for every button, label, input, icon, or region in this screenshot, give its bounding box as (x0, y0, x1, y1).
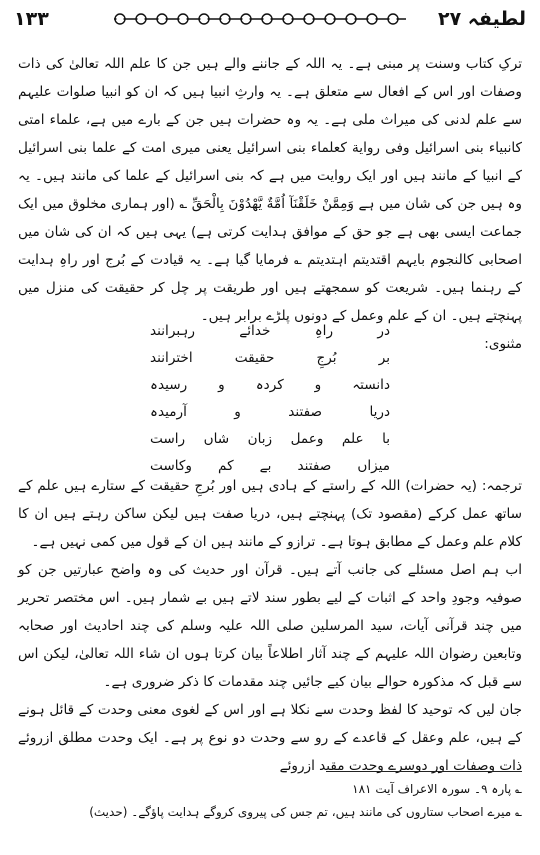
poem-word: اخترانند (150, 350, 193, 366)
main-text (18, 50, 522, 358)
footnote-divider (326, 771, 522, 772)
poem-word: و (218, 377, 225, 393)
poem-word: کم (218, 458, 234, 474)
poem-word: دانستہ (352, 377, 390, 393)
poem-word: علم (341, 431, 364, 447)
poem-line (150, 318, 390, 345)
poem-word: وعمل (290, 431, 324, 447)
poem-word: صفتند (288, 404, 323, 420)
poem-word: راہِ (314, 323, 334, 339)
poem-line (150, 426, 390, 453)
poem-word: حقیقت (234, 350, 275, 366)
paragraph-3: جان لیں کہ توحید کا لفظ وحدت سے نکلا ہے اور اس کے لغوی معنی وحدت کے قائل ہونے کے ہیں، علم وعقل کے قاعدے کے رو سے وحدت دو نوع پر ہے۔ ایک وحدت مطلق ازروئے ذات وصفات اور دوسرے وحدت مقید ازروئے (18, 702, 522, 774)
paragraph-2: اب ہم اصل مسئلے کی جانب آتے ہیں۔ قرآن اور حدیث کی وہ واضح عبارتیں جن کو صوفیہ وجودِ واحد کے اثبات کے لیے بطور سند لاتے ہیں بے شمار ہیں۔ اس مختصر تحریر میں چند قرآنی آیات، سید المرسلین صلی اللہ علیہ وسلم کی چند احادیث اور صحابہ وتابعین رضوان اللہ علیہم کے چند آثار اطلاعاً بیان کرتا ہوں ان شاء اللہ تعالیٰ، لیکن اس سے قبل کہ مذکورہ حوالے بیان کیے جائیں چند مقدمات کا ذکر ضروری ہے۔ (18, 562, 522, 690)
page-header (14, 4, 526, 34)
header-ornament (110, 8, 410, 30)
poem-word: بُرجِ (316, 350, 337, 366)
chain-ornament-icon (110, 8, 410, 30)
poem-word: خدائے (239, 323, 271, 339)
footnote-2: ؎ میرے اصحاب ستاروں کی مانند ہیں، تم جس کی پیروی کروگے ہدایت پاؤگے۔ (حدیث) (89, 805, 522, 819)
poem-word: بر (378, 350, 390, 366)
footnotes (18, 778, 522, 824)
poem-word: وکاست (150, 458, 192, 474)
footnote-1: ؎ پارہ ۹۔ سورہ الاعراف آیت ۱۸۱ (352, 782, 522, 796)
poem-word: رسیدہ (150, 377, 188, 393)
poem-word: بے (259, 458, 272, 474)
poem-word: میزاں (357, 458, 390, 474)
poem-word: صفتند (297, 458, 332, 474)
poem-word: زبان (247, 431, 273, 447)
translation-section (18, 472, 522, 780)
poem-word: دریا (369, 404, 390, 420)
poem-word: شاں (203, 431, 230, 447)
paragraph-1: ترکِ کتاب وسنت پر مبنی ہے۔ یہ اللہ کے جاننے والے ہیں جن کا علم اللہ تعالیٰ کی ذات وصفات اور اس کے افعال سے متعلق ہے۔ یہ وارثِ انبیا ہیں کہ ان کو انبیا صلوات علیہم سے علم لدنی کی میراث ملی ہے۔ یہ وہ حضرات ہیں جن کے بارے میں ہے، علماء امتی کانبیاء بنی اسرائیل وفی روایة کعلماء بنی اسرائیل یعنی میری امت کے علما بنی اسرائیل کے انبیا کے مانند ہیں اور ایک روایت میں ہے کہ بنی اسرائیل کے علما کی مانند ہیں۔ یہ وہ ہیں جن کی شان میں ہے وَمِمَّنْ خَلَقْنَآ اُمَّةٌ یَّهْدُوْنَ بِالْحَقِّ ؎ (اور ہماری مخلوق میں ایک جماعت ایسی بھی ہے جو حق کے موافق ہدایت کرتی ہے) یہی ہیں کہ ان کی شان میں اصحابی کالنجوم بایہم اقتدیتم اہتدیتم ؎ فرمایا گیا ہے۔ یہ قیادت کے بُرج اور راہِ ہدایت کے رہنما ہیں۔ شریعت کو سمجھتے ہیں اور طریقت پر چل کر حقیقت کی منزل میں پہنچتے ہیں۔ ان کے علم وعمل کے دونوں پلڑے برابر ہیں۔ (18, 56, 522, 324)
masnavi-label: مثنوی: (484, 336, 522, 352)
poem-word: کردہ (255, 377, 284, 393)
translation-paragraph: ترجمہ: (یہ حضرات) اللہ کے راستے کے ہادی ہیں اور بُرجِ حقیقت کے ستارے ہیں علم کے ساتھ عمل کرکے (مقصود تک) پہنچتے ہیں، دریا صفت ہیں لیکن ساکن رہتے ہیں ان کا کلام علم وعمل کے مطابق ہوتا ہے۔ ترازو کے مانند ہیں ان کے قول میں کمی نہیں ہے۔ (18, 478, 522, 550)
poem-word: با (382, 431, 390, 447)
poem-line (150, 399, 390, 426)
chapter-title: لطیفہ ۲۷ (437, 8, 526, 30)
poem-word: در (377, 323, 390, 339)
persian-poem (150, 318, 390, 480)
poem-line (150, 372, 390, 399)
poem-word: آرمیدہ (150, 404, 187, 420)
poem-word: رہبرانند (150, 323, 195, 339)
poem-word: و (234, 404, 241, 420)
poem-line (150, 345, 390, 372)
poem-word: راست (150, 431, 186, 447)
poem-word: و (314, 377, 322, 393)
page-number: ۱۳۳ (14, 8, 49, 30)
